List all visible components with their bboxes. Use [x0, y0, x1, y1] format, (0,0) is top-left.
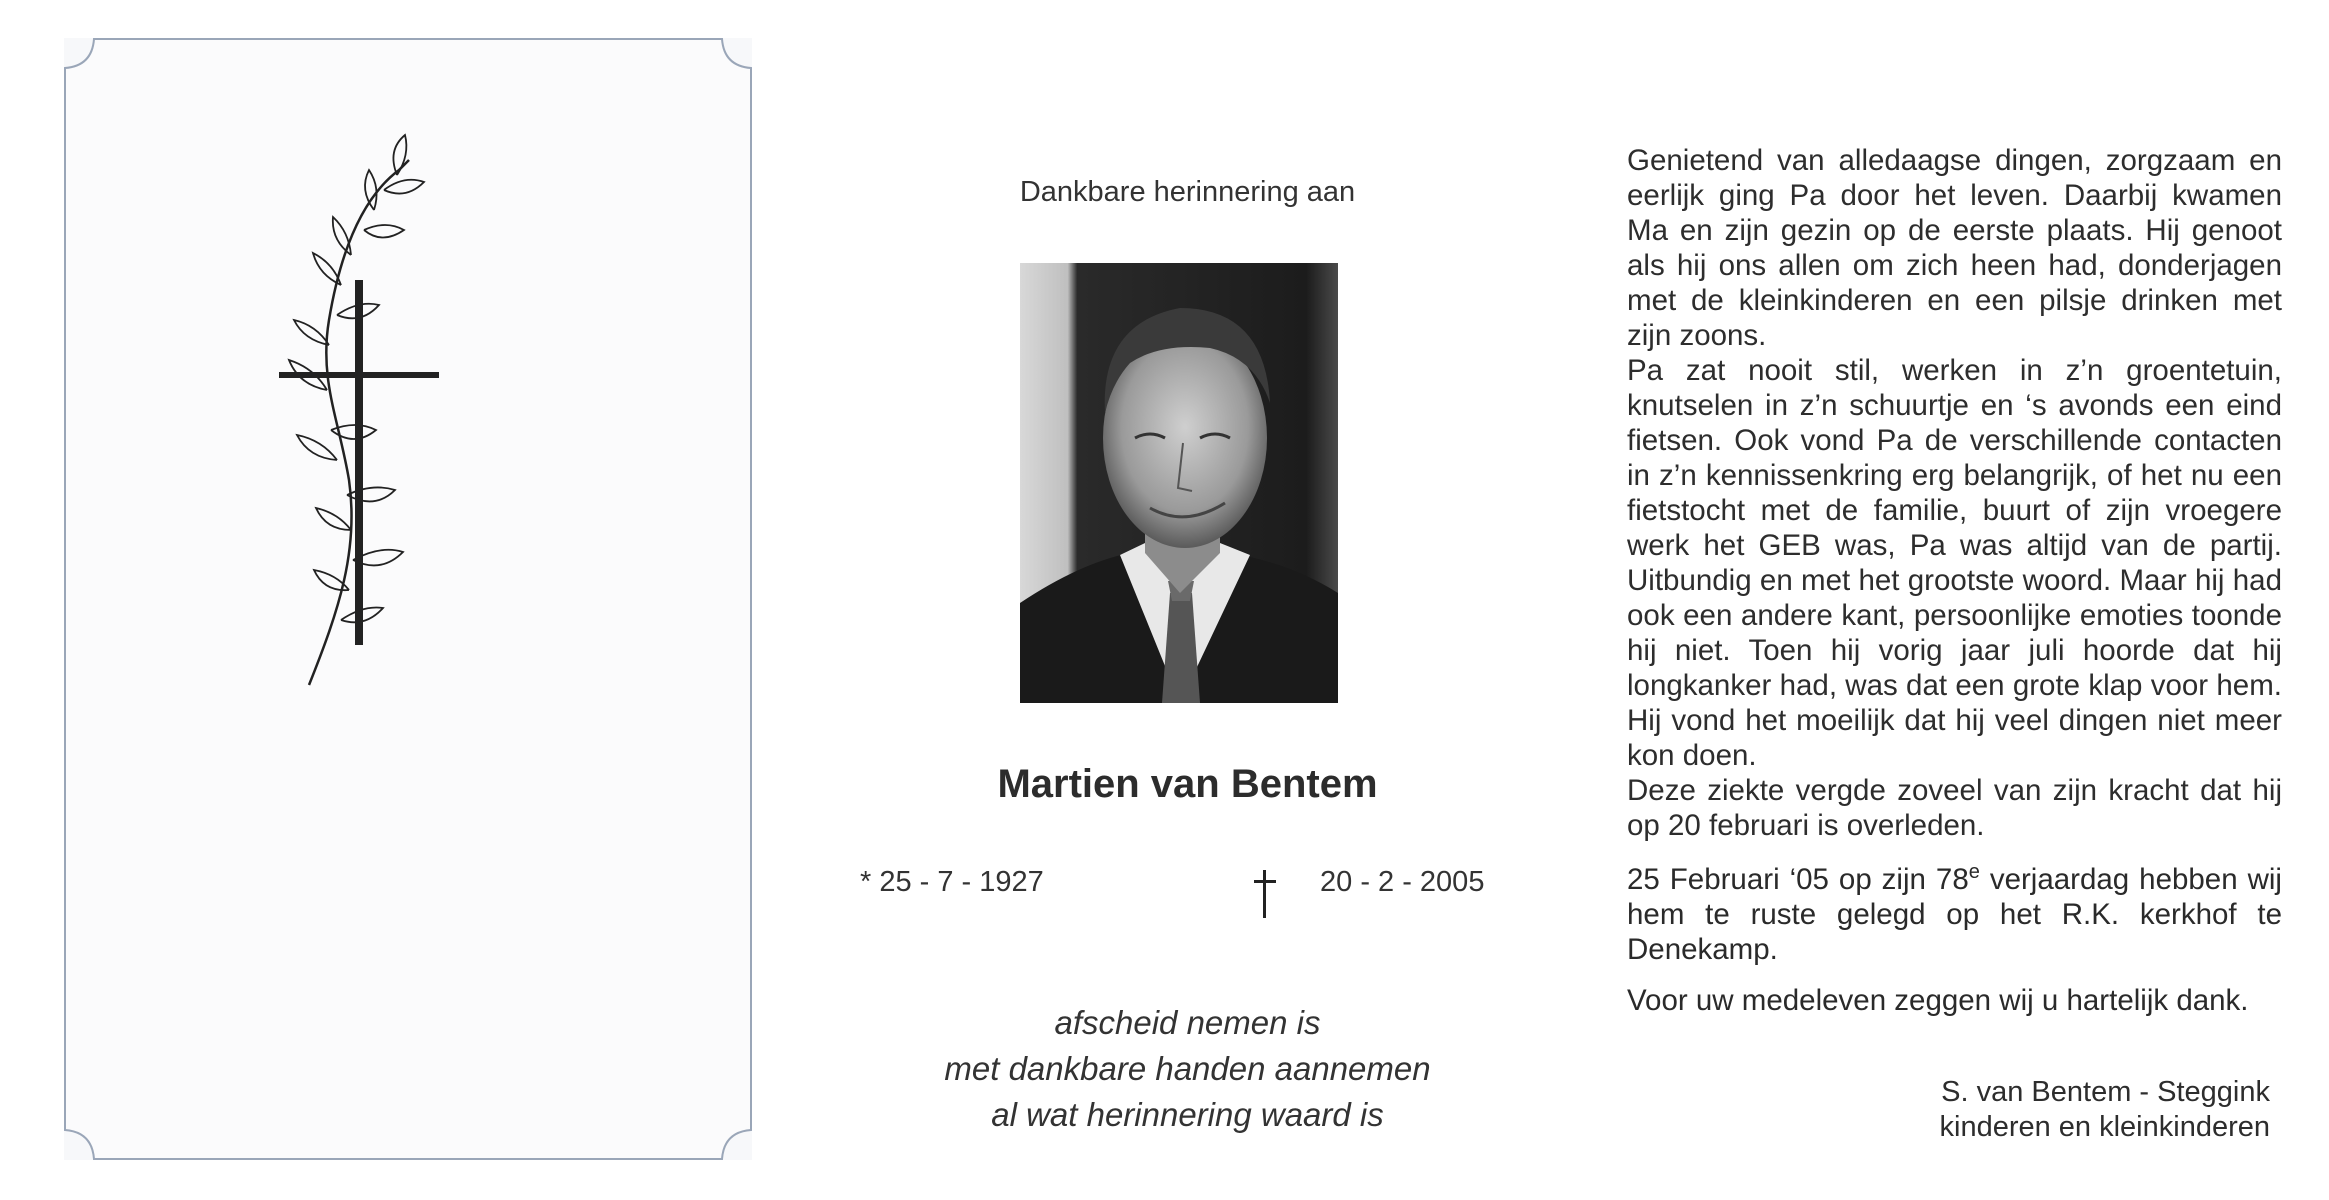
burial-text-end: verjaardag hebben wij hem te ruste gelegd op het R.K. kerkhof te Denekamp. [1627, 862, 2282, 966]
poem [820, 1000, 1555, 1138]
thanks-text: Voor uw medeleven zeggen wij u hartelijk dank. [1627, 983, 2249, 1017]
latin-cross-icon [1254, 866, 1276, 918]
story-paragraph: Deze ziekte vergde zoveel van zijn kracht dat hij op 20 februari is overleden. [1627, 774, 2282, 842]
story-paragraph: Genietend van alledaagse dingen, zorgzaam en eerlijk ging Pa door het leven. Daarbij kwamen Ma en zijn gezin op de eerste plaats. Hij genoot als hij ons allen om zich heen had, donderjagen met de kleinkinderen en een pilsje drinken met zijn zoons. [1627, 144, 2282, 352]
signature-line: kinderen en kleinkinderen [1939, 1111, 2270, 1143]
death-date: 20 - 2 - 2005 [1320, 866, 1485, 898]
portrait-photo [1020, 263, 1338, 703]
memorial-panel [820, 0, 1555, 1200]
signature [1880, 1075, 2270, 1145]
portrait-image [1020, 263, 1338, 703]
life-story [1627, 143, 2282, 843]
poem-line: al wat herinnering waard is [991, 1096, 1384, 1133]
front-card [64, 38, 752, 1160]
ordinal-suffix: e [1968, 861, 1980, 883]
intro-text: Dankbare herinnering aan [1019, 176, 1356, 208]
burial-text [1627, 855, 2282, 967]
cross-with-olive-branch-icon [279, 130, 439, 690]
birth-date: * 25 - 7 - 1927 [860, 866, 1044, 898]
signature-line: S. van Bentem - Steggink [1941, 1076, 2270, 1108]
deceased-name: Martien van Bentem [997, 762, 1378, 806]
poem-line: met dankbare handen aannemen [944, 1050, 1431, 1087]
story-paragraph: Pa zat nooit stil, werken in z’n groentetuin, knutselen in z’n schuurtje en ‘s avonds een eind fietsen. Ook vond Pa de verschillende contacten in z’n kennissenkring erg belangrijk, of het nu een fietstocht met de familie, buurt of zijn vroegere werk het GEB was, Pa was altijd van de partij. Uitbundig en met het grootste woord. Maar hij had ook een andere kant, persoonlijke emoties toonde hij niet. Toen hij vorig jaar juli hoorde dat hij longkanker had, was dat een grote klap voor hem. Hij vond het moeilijk dat hij veel dingen niet meer kon doen. [1627, 354, 2282, 772]
life-story-panel [1627, 143, 2282, 1018]
burial-text-start: 25 Februari ‘05 op zijn 78 [1627, 862, 1969, 896]
poem-line: afscheid nemen is [1054, 1004, 1321, 1041]
